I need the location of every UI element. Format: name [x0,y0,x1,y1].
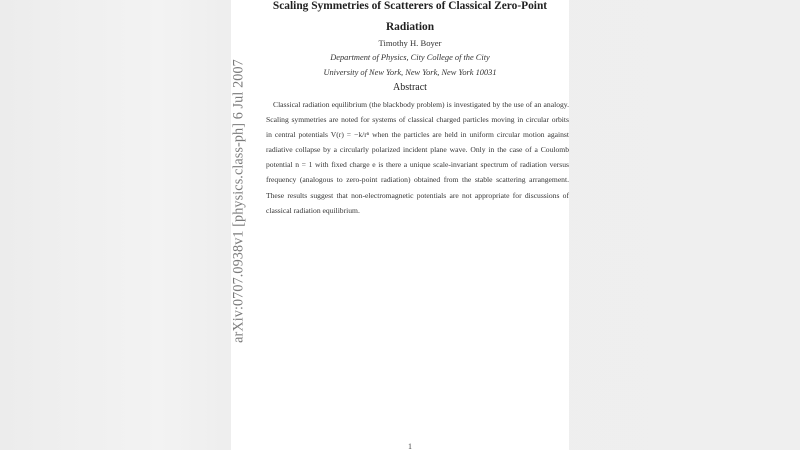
abstract-heading: Abstract [393,82,427,93]
arxiv-stamp [229,59,249,343]
affiliation-line-1: Department of Physics, City College of the City [330,53,490,62]
abstract-line: frequency (analogous to zero-point radiation) obtained from the stable scattering arrangement. [266,175,569,185]
title-line-2: Radiation [385,20,435,33]
abstract-line: potential n = 1 with fixed charge e is there a unique scale-invariant spectrum of radiation versus [266,160,569,170]
affiliation-line-2: University of New York, New York, New York 10031 [323,68,497,77]
author-name: Timothy H. Boyer [378,38,442,48]
abstract-body [266,97,569,218]
title-line-1: Scaling Symmetries of Scatterers of Classical Zero-Point [272,0,548,12]
paper-title [251,0,569,37]
pdf-page [231,0,569,450]
abstract-line: These results suggest that non-electromagnetic potentials are not appropriate for discussions of [266,190,569,200]
abstract-line: Classical radiation equilibrium (the blackbody problem) is investigated by the use of an analogy. [273,100,569,109]
abstract-line: radiative collapse by a circularly polarized incident plane wave. Only in the case of a Coulomb [266,145,569,155]
abstract-line: in central potentials V(r) = −k/rⁿ when the particles are held in uniform circular motion against [266,130,569,140]
page-number: 1 [408,442,412,450]
abstract-line: Scaling symmetries are noted for systems of classical charged particles moving in circular orbits [266,115,569,125]
abstract-line: classical radiation equilibrium. [266,205,360,215]
arxiv-stamp-text: arXiv:0707.0938v1 [physics.class-ph] 6 Jul 2007 [230,59,247,343]
